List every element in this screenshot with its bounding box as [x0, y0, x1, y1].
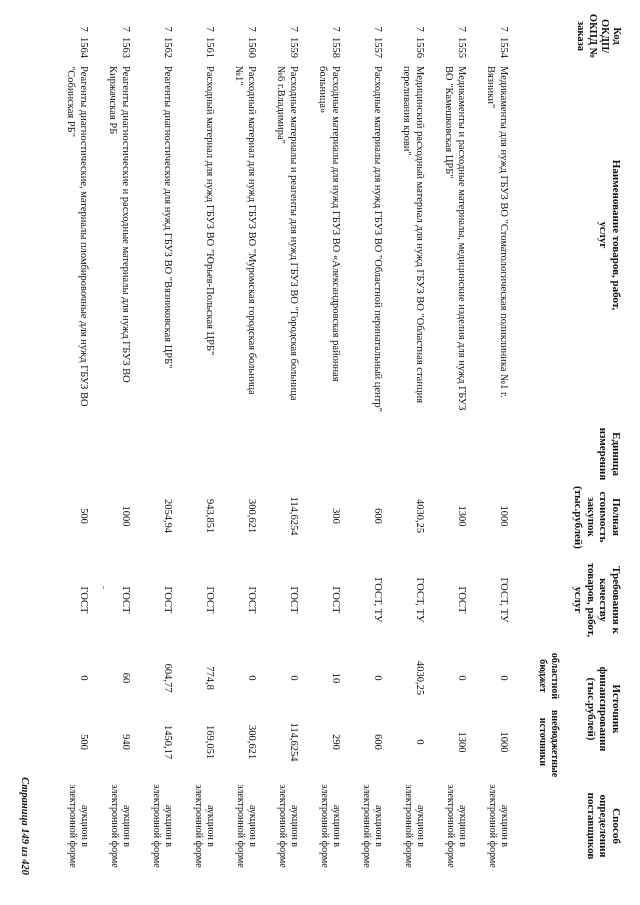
row-total: 1000: [120, 505, 131, 527]
row-method: аукцион в электронной форме: [109, 784, 132, 868]
row-total: 600: [372, 508, 383, 524]
row-obl: 60: [120, 672, 131, 684]
row-requirements: ГОСТ, ТУ: [498, 577, 509, 623]
row-method: аукцион в электронной форме: [403, 784, 426, 868]
row-requirements: ГОСТ: [330, 586, 341, 614]
row-requirements: ГОСТ: [246, 586, 257, 614]
row-obl: 0: [372, 675, 383, 681]
row-obl: 10: [330, 672, 341, 684]
row-total: 1000: [498, 505, 509, 527]
row-name: Расходные материалы для нужд ГБУЗ ВО "Областной перинатальный центр": [372, 66, 383, 412]
row-code: 7 1554: [498, 26, 509, 58]
row-name: Медикаменты для нужд ГБУЗ ВО "Стоматологическая поликлиника №1 г. Вязники": [484, 66, 509, 398]
row-requirements: ГОСТ: [162, 586, 173, 614]
row-obl: 0: [456, 675, 467, 681]
row-requirements: ГОСТ, ТУ: [372, 577, 383, 623]
row-method: аукцион в электронной форме: [445, 784, 468, 868]
row-name: Реагенты диагностические для нужд ГБУЗ ВО "Вязниковская ЦРБ": [162, 66, 173, 369]
row-name: Реагенты диагностические, материалы пломбировочные для нужд ГБУЗ ВО "Собинская РБ": [64, 66, 89, 407]
row-ext: 290: [330, 734, 341, 750]
scan-speck: [103, 586, 104, 589]
header-source: Источник финансирования (тыс.рублей): [584, 666, 622, 752]
page-number: Страница 149 из 420: [19, 777, 31, 875]
row-method: аукцион в электронной форме: [67, 784, 90, 868]
row-name: Реагенты диагностические и расходные материалы для нужд ГБУЗ ВО Киржачская РБ: [106, 66, 131, 383]
row-method: аукцион в электронной форме: [193, 784, 216, 868]
row-name: Медицинский расходный материал для нужд ГБУЗ ВО "Областная станция переливания крови": [400, 66, 425, 404]
row-total: 500: [78, 508, 89, 524]
row-name: Расходные материалы и реагенты для нужд ГБУЗ ВО "Городская больница №6 г.Владимира": [274, 66, 299, 401]
row-obl: 0: [288, 675, 299, 681]
row-total: 300,621: [246, 498, 257, 534]
row-code: 7 1557: [372, 26, 383, 58]
row-ext: 0: [414, 739, 425, 745]
row-requirements: ГОСТ: [120, 586, 131, 614]
row-code: 7 1559: [288, 26, 299, 58]
row-obl: 604,77: [162, 663, 173, 693]
row-ext: 300,621: [246, 724, 257, 760]
row-method: аукцион в электронной форме: [277, 784, 300, 868]
row-method: аукцион в электронной форме: [319, 784, 342, 868]
row-method: аукцион в электронной форме: [235, 784, 258, 868]
header-name: Наименование товаров, работ, услуг: [597, 159, 622, 311]
row-ext: 940: [120, 734, 131, 750]
row-ext: 114,6254: [288, 722, 299, 762]
row-requirements: ГОСТ: [204, 586, 215, 614]
row-ext: 600: [372, 734, 383, 750]
row-name: Расходный материал для нужд ГБУЗ ВО "Муромская городская больница №1": [232, 66, 257, 395]
row-code: 7 1560: [246, 26, 257, 58]
row-ext: 169,051: [204, 724, 215, 760]
row-name: Медикаменты и расходные материалы, медицинские изделия для нужд ГБУЗ ВО "Камешковская ЦРБ": [442, 66, 467, 411]
header-method: Способ определения поставщиков: [584, 792, 622, 860]
row-obl: 4030,25: [414, 660, 425, 696]
row-method: аукцион в электронной форме: [361, 784, 384, 868]
row-code: 7 1555: [456, 26, 467, 58]
row-obl: 0: [246, 675, 257, 681]
row-ext: 1000: [498, 731, 509, 753]
row-code: 7 1561: [204, 26, 215, 58]
row-code: 7 1556: [414, 26, 425, 58]
row-method: аукцион в электронной форме: [487, 784, 510, 868]
row-total: 2054,94: [162, 498, 173, 534]
row-requirements: ГОСТ: [456, 586, 467, 614]
row-obl: 0: [498, 675, 509, 681]
row-code: 7 1563: [120, 26, 131, 58]
row-ext: 1450,17: [162, 724, 173, 760]
row-method: аукцион в электронной форме: [151, 784, 174, 868]
row-code: 7 1562: [162, 26, 173, 58]
row-total: 943,851: [204, 498, 215, 534]
row-requirements: ГОСТ, ТУ: [414, 577, 425, 623]
row-requirements: ГОСТ: [288, 586, 299, 614]
row-total: 114,6254: [288, 496, 299, 536]
row-code: 7 1558: [330, 26, 341, 58]
row-obl: 0: [78, 675, 89, 681]
row-code: 7 1564: [78, 26, 89, 58]
row-name: Расходный материал для нужд ГБУЗ ВО "Юрьев-Польская ЦРБ": [204, 66, 215, 356]
header-requirements: Требования к качеству товаров, работ, услуг: [572, 562, 622, 638]
header-unit: Единица измерения: [597, 427, 622, 481]
row-name: Расходные материалы для нужд ГБУЗ ВО «Александровская районная больница»: [316, 66, 341, 382]
header-code: Код ОКДП/ ОКПД № заказа: [574, 13, 622, 59]
row-total: 1300: [456, 505, 467, 527]
header-source-obl: областной бюджет: [537, 652, 560, 700]
row-obl: 774,8: [204, 666, 215, 690]
row-total: 300: [330, 508, 341, 524]
header-total: Полная стоимость закупок (тыс.рублей): [572, 486, 622, 549]
row-ext: 1300: [456, 731, 467, 753]
row-total: 4030,25: [414, 498, 425, 534]
row-ext: 500: [78, 734, 89, 750]
row-requirements: ГОСТ: [78, 586, 89, 614]
header-source-ext: внебюджетные источники: [537, 710, 560, 778]
